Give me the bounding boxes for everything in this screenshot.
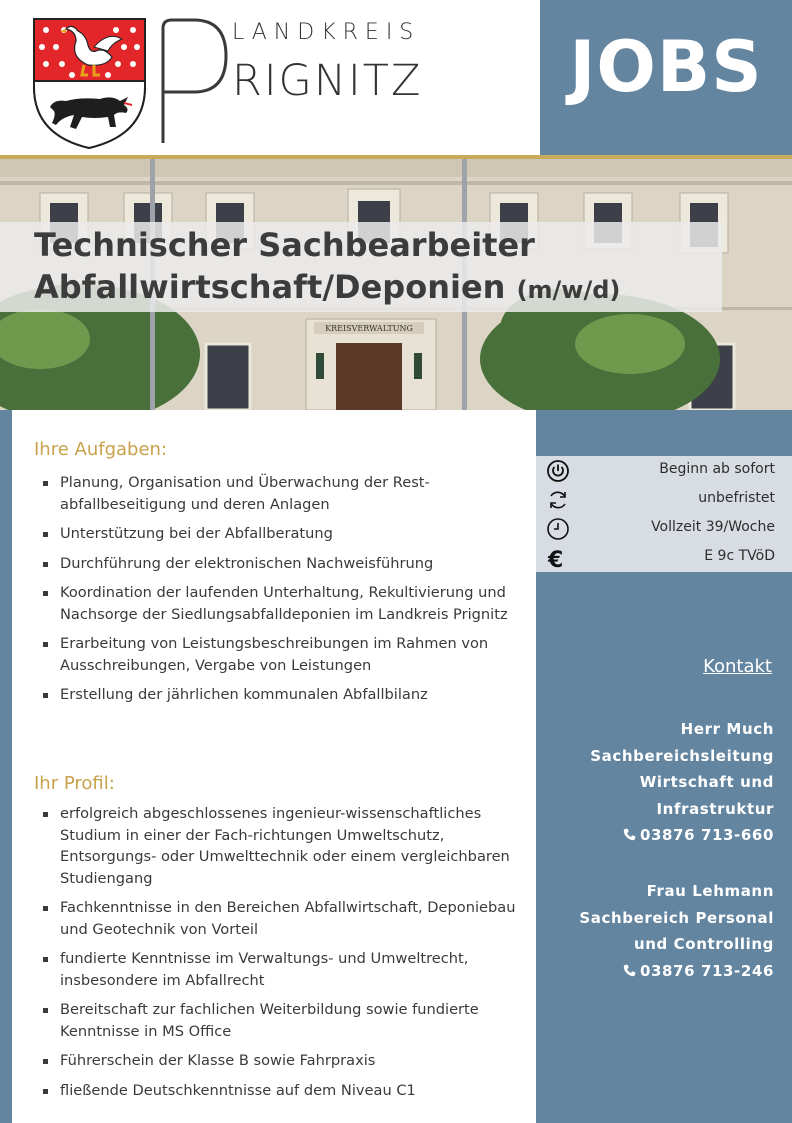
job-title-main: Abfallwirtschaft/Deponien [34, 268, 506, 306]
contact-much-role2: Wirtschaft und [639, 773, 774, 791]
facts-box [536, 456, 792, 572]
coat-of-arms-logo [32, 17, 147, 150]
contact-much [590, 716, 774, 849]
list-item: Unterstützung bei der Abfallberatung [40, 523, 530, 545]
job-title-line1: Technischer Sachbearbeiter [34, 226, 535, 264]
aufgaben-heading: Ihre Aufgaben: [34, 439, 168, 460]
list-item: fließende Deutschkenntnisse auf dem Niveau C1 [40, 1080, 530, 1102]
list-item: Koordination der laufenden Unterhaltung, Rekultivierung und Nachsorge der Siedlungsabfalldeponien im Landkreis Prignitz [40, 582, 530, 625]
left-frame [0, 410, 12, 1123]
fact-hours-text: Vollzeit 39/Woche [651, 519, 775, 535]
contact-much-phone-row [590, 822, 774, 849]
fact-contract [536, 485, 792, 514]
building-sign: KREISVERWALTUNG [325, 324, 413, 333]
list-item: Fachkenntnisse in den Bereichen Abfallwirtschaft, Deponiebau und Geotechnik von Vorteil [40, 897, 530, 940]
power-icon [546, 459, 570, 483]
list-item: Erstellung der jährlichen kommunalen Abfallbilanz [40, 684, 530, 706]
contact-much-role1: Sachbereichsleitung [590, 746, 774, 765]
aufgaben-list [40, 472, 530, 714]
list-item: Bereitschaft zur fachlichen Weiterbildung sowie fundierte Kenntnisse in MS Office [40, 999, 530, 1042]
svg-text:€: € [548, 548, 564, 570]
list-item: fundierte Kenntnisse im Verwaltungs- und Umweltrecht, insbesondere im Abfallrecht [40, 948, 530, 991]
wordmark-large-p [160, 18, 230, 143]
list-item: Durchführung der elektronischen Nachweisführung [40, 553, 530, 575]
fact-start-text: Beginn ab sofort [659, 461, 775, 477]
phone-icon [623, 964, 636, 977]
clock-icon [546, 517, 570, 541]
profil-list [40, 803, 530, 1109]
phone-icon [623, 828, 636, 841]
job-title-line2 [34, 268, 620, 306]
contact-much-name: Herr Much [680, 720, 774, 738]
header [0, 0, 792, 155]
job-title-suffix: (m/w/d) [516, 276, 621, 304]
fact-pay-text: E 9c TVöD [704, 548, 775, 564]
list-item: Führerschein der Klasse B sowie Fahrpraxis [40, 1050, 530, 1072]
refresh-icon [546, 488, 570, 512]
contact-lehmann-role2: und Controlling [633, 935, 774, 953]
contact-lehmann [579, 878, 774, 984]
fact-start [536, 456, 792, 485]
contact-lehmann-name: Frau Lehmann [646, 882, 774, 900]
contact-much-phone[interactable]: 03876 713-660 [639, 826, 774, 844]
wordmark-prignitz: RIGNITZ [232, 56, 423, 106]
list-item: Erarbeitung von Leistungsbeschreibungen im Rahmen von Ausschreibungen, Vergabe von Leistungen [40, 633, 530, 676]
landkreis-prignitz-wordmark [160, 18, 460, 143]
list-item: Planung, Organisation und Überwachung der Rest-abfallbeseitigung und deren Anlagen [40, 472, 530, 515]
fact-pay [536, 543, 792, 572]
contact-lehmann-role1: Sachbereich Personal [579, 908, 774, 927]
list-item: erfolgreich abgeschlossenes ingenieur-wissenschaftliches Studium in einer der Fach-richtungen Umweltschutz, Entsorgungs- oder Umwelttechnik oder einem vergleichbaren Studiengang [40, 803, 530, 889]
contact-lehmann-phone[interactable]: 03876 713-246 [639, 961, 774, 980]
contact-much-role3: Infrastruktur [656, 799, 774, 818]
jobs-banner [540, 0, 792, 155]
wordmark-landkreis: LANDKREIS [232, 20, 421, 45]
contact-lehmann-phone-row [579, 958, 774, 985]
kontakt-heading: Kontakt [703, 656, 772, 677]
fact-contract-text: unbefristet [698, 490, 775, 506]
jobs-label: JOBS [569, 26, 763, 108]
euro-icon [546, 546, 570, 570]
fact-hours [536, 514, 792, 543]
profil-heading: Ihr Profil: [34, 773, 115, 794]
